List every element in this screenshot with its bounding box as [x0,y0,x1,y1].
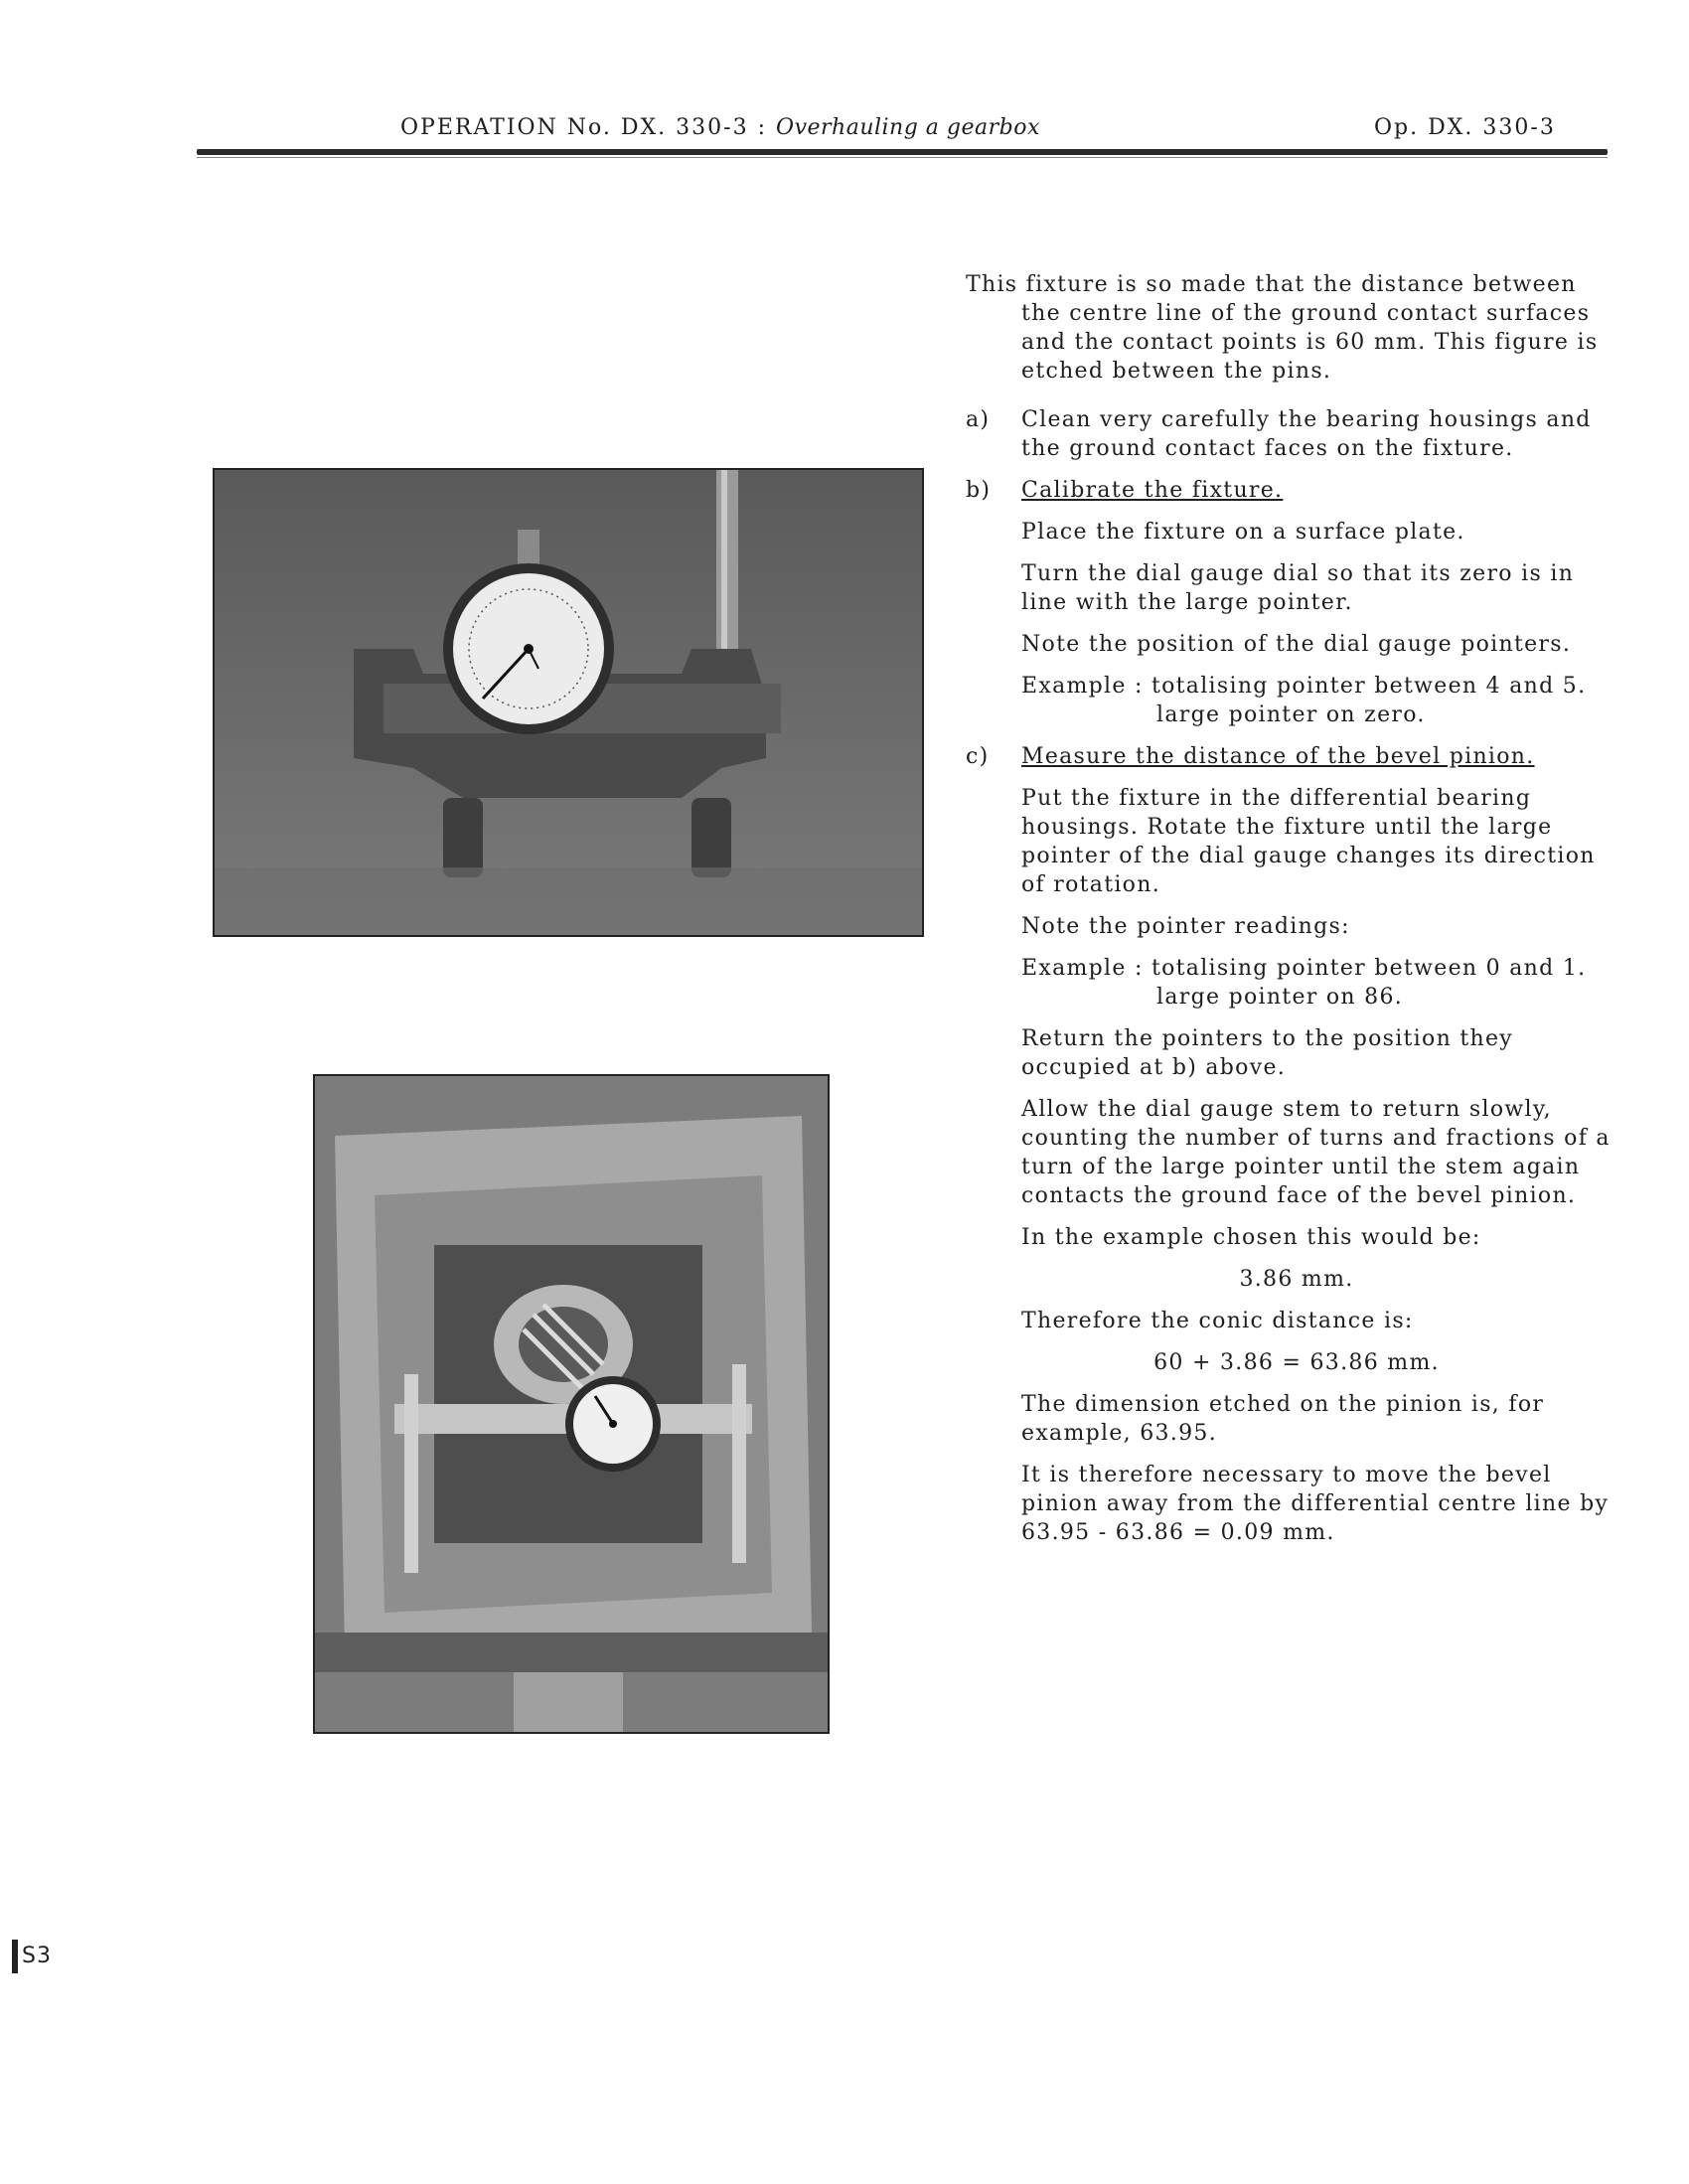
header-rule [197,149,1608,155]
step-b-p2: Turn the dial gauge dial so that its zero is in line with the large pointer. [1021,561,1575,615]
step-c-p8: It is therefore necessary to move the bevel pinion away from the differential centre line by 63.95 - 63.86 = 0.09 mm. [1021,1463,1610,1545]
header-separator: : [757,115,768,140]
step-c-p3: Return the pointers to the position they occupied at b) above. [1021,1026,1513,1080]
page-header [197,111,1608,151]
header-rule-thin [197,157,1608,158]
step-b-p1: Place the fixture on a surface plate. [1021,520,1465,545]
step-a-text: Clean very carefully the bearing housings and the ground contact faces on the fixture. [1021,407,1592,461]
step-a [966,405,1612,463]
step-c-example-line2: large pointer on 86. [1156,985,1404,1010]
step-c-value2: 60 + 3.86 = 63.86 mm. [1153,1350,1440,1375]
step-c [966,742,1612,1547]
fixture-dial-gauge-photo [213,468,924,937]
step-c-value1: 3.86 mm. [1239,1267,1354,1292]
intro-paragraph: This fixture is so made that the distance between the centre line of the ground contact surfaces and the contact points is 60 mm. This figure is etched between the pins. [966,272,1599,384]
step-c-example-line1: Example : totalising pointer between 0 and 1. [1021,956,1587,981]
step-b-heading: Calibrate the fixture. [1021,478,1284,503]
step-c-p2: Note the pointer readings: [1021,914,1350,939]
operation-label: OPERATION No. DX. 330-3 [400,115,749,140]
operation-heading [400,115,1040,140]
page-mark-bar [12,1940,18,1973]
step-c-p4: Allow the dial gauge stem to return slowly, counting the number of turns and fractions of a turn of the large pointer until the stem again contacts the ground face of the bevel pinion. [1021,1097,1611,1208]
page-mark-text: S3 [22,1944,52,1968]
step-b-example-line1: Example : totalising pointer between 4 and 5. [1021,674,1587,699]
step-c-example [1021,954,1612,1012]
step-a-marker: a) [966,407,991,432]
step-b-marker: b) [966,478,992,503]
step-c-p1: Put the fixture in the differential bearing housings. Rotate the fixture until the large pointer of the dial gauge changes its direction of rotation. [1021,786,1596,897]
step-b-p3: Note the position of the dial gauge pointers. [1021,632,1572,657]
page-mark [12,1940,52,1973]
step-b-example-line2: large pointer on zero. [1156,702,1426,727]
gearbox-fixture-photo [313,1074,830,1734]
instructions-column [966,270,1612,1560]
step-c-p6: Therefore the conic distance is: [1021,1309,1414,1333]
step-c-heading: Measure the distance of the bevel pinion. [1021,744,1535,769]
step-c-p7: The dimension etched on the pinion is, for example, 63.95. [1021,1392,1545,1446]
step-c-p5: In the example chosen this would be: [1021,1225,1481,1250]
step-b-example [1021,672,1612,729]
operation-title: Overhauling a gearbox [776,115,1040,140]
step-b [966,476,1612,729]
step-c-marker: c) [966,744,990,769]
operation-reference: Op. DX. 330-3 [1374,115,1556,140]
